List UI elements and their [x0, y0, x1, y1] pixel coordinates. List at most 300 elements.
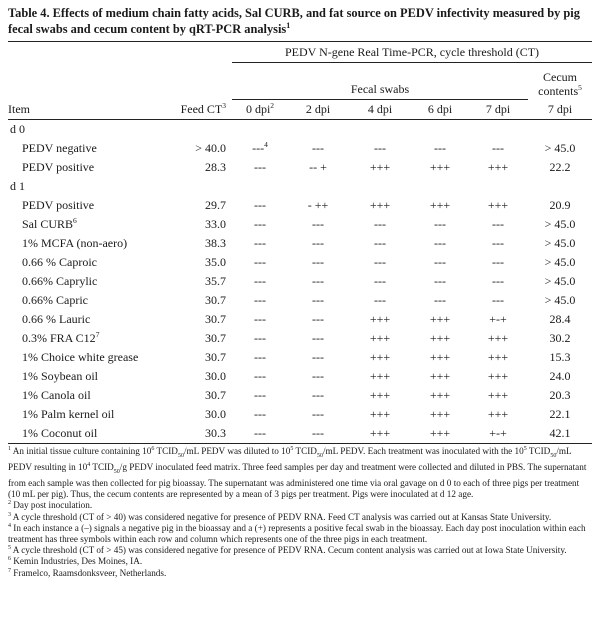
cell-d4-value: ---	[374, 236, 386, 250]
table-body	[8, 120, 592, 444]
cell-d4-value: ---	[374, 141, 386, 155]
cell-d7-value: ---	[492, 293, 504, 307]
cell-d4	[348, 386, 412, 405]
cell-d0	[232, 386, 288, 405]
cell-d4	[348, 158, 412, 177]
cell-d0-value: ---	[254, 217, 266, 231]
row-item-footnote-mark: 6	[73, 216, 77, 225]
header-cecum-sup: 5	[578, 82, 582, 92]
cell-d2	[288, 234, 348, 253]
cell-feed-value: > 40.0	[195, 141, 226, 155]
cell-feed-value: 28.3	[205, 160, 226, 174]
cell-cecum-value: 20.9	[549, 198, 571, 212]
cell-feed-value: 30.7	[205, 350, 226, 364]
footnote-subscript: 50	[113, 468, 120, 475]
cell-d2	[288, 310, 348, 329]
cell-d7-value: +++	[487, 160, 509, 174]
cell-d6-value: +++	[429, 388, 451, 402]
cell-d6-value: +++	[429, 312, 451, 326]
cell-d7-value: +++	[487, 407, 509, 421]
footnote-text: TCID	[526, 446, 551, 456]
row-item-label: 1% Canola oil	[22, 388, 91, 402]
cell-d2	[288, 196, 348, 215]
table-caption	[8, 6, 592, 37]
cell-feed	[154, 310, 232, 329]
cell-cecum	[528, 329, 592, 348]
cell-d7-value: +++	[487, 369, 509, 383]
row-item-label: 1% Palm kernel oil	[22, 407, 115, 421]
footnote-text: An initial tissue culture containing 10	[12, 446, 152, 456]
cell-d4	[348, 139, 412, 158]
cell-feed	[154, 386, 232, 405]
cell-d7	[468, 158, 528, 177]
cell-feed-value: 30.7	[205, 312, 226, 326]
cell-d4-value: +++	[369, 388, 391, 402]
row-item	[8, 405, 154, 424]
cell-d6-value: +++	[429, 369, 451, 383]
cell-d7	[468, 348, 528, 367]
table-row	[8, 310, 592, 329]
cell-d7	[468, 234, 528, 253]
cell-d7	[468, 215, 528, 234]
cell-d7-value: ---	[492, 274, 504, 288]
row-item	[8, 253, 154, 272]
cell-d4	[348, 272, 412, 291]
cell-cecum-value: 22.1	[549, 407, 571, 421]
row-item	[8, 367, 154, 386]
cell-d0-value: ---	[254, 407, 266, 421]
table-row	[8, 424, 592, 444]
table-row	[8, 158, 592, 177]
cell-d4	[348, 348, 412, 367]
footnote-text: Day post inoculation.	[13, 500, 93, 511]
cell-d7-value: +++	[487, 350, 509, 364]
caption-footnote-mark: 1	[286, 20, 291, 30]
cell-d4-value: +++	[369, 369, 391, 383]
cell-feed	[154, 215, 232, 234]
row-item-label: 0.66% Caprylic	[22, 274, 98, 288]
cell-d2	[288, 348, 348, 367]
cell-d4	[348, 215, 412, 234]
cell-d6	[412, 253, 468, 272]
row-item-label: 1% MCFA (non-aero)	[22, 236, 128, 250]
cell-d4	[348, 367, 412, 386]
cell-d4	[348, 234, 412, 253]
cell-feed	[154, 234, 232, 253]
cell-d0-value: ---	[254, 426, 266, 440]
cell-cecum-value: 28.4	[549, 312, 571, 326]
footnote-mark: 1	[8, 445, 11, 452]
footnote-mark: 7	[8, 567, 11, 574]
cell-d6-value: +++	[429, 426, 451, 440]
group-row	[8, 120, 592, 140]
cell-d2	[288, 367, 348, 386]
cell-d6	[412, 424, 468, 444]
cell-d0	[232, 272, 288, 291]
footnote-mark: 2	[8, 500, 11, 507]
header-item: Item	[8, 100, 154, 120]
footnote-text: TCID	[293, 446, 317, 456]
cell-d2	[288, 291, 348, 310]
cell-feed-value: 30.0	[205, 369, 226, 383]
cell-d2-value: ---	[312, 274, 324, 288]
cell-d0-value: ---	[254, 255, 266, 269]
cell-d7	[468, 253, 528, 272]
cell-cecum-value: 30.2	[549, 331, 571, 345]
cell-d6	[412, 367, 468, 386]
cell-d2-value: ---	[312, 350, 324, 364]
cell-d6	[412, 196, 468, 215]
row-item-label: PEDV positive	[22, 160, 95, 174]
table-row	[8, 348, 592, 367]
cell-d0	[232, 215, 288, 234]
cell-d0	[232, 196, 288, 215]
cell-d4-value: ---	[374, 274, 386, 288]
cell-cecum	[528, 253, 592, 272]
cell-d4-value: +++	[369, 312, 391, 326]
table-row	[8, 234, 592, 253]
footnote-mark: 3	[8, 511, 11, 518]
table-row	[8, 139, 592, 158]
cell-d0-value: ---	[254, 274, 266, 288]
cell-d6	[412, 234, 468, 253]
cell-feed-value: 33.0	[205, 217, 226, 231]
cell-cecum	[528, 367, 592, 386]
cell-d4-value: +++	[369, 198, 391, 212]
cell-d2-value: ---	[312, 407, 324, 421]
cell-feed-value: 30.7	[205, 331, 226, 345]
table-row	[8, 405, 592, 424]
cell-d4	[348, 405, 412, 424]
footnote-superscript: 5	[290, 445, 294, 452]
cell-feed	[154, 196, 232, 215]
cell-d0-value: ---	[254, 388, 266, 402]
cell-d6-value: ---	[434, 141, 446, 155]
cell-d2	[288, 405, 348, 424]
header-cecum-7dpi: 7 dpi	[528, 100, 592, 120]
footnote	[8, 512, 592, 523]
footnote-text: Kemin Industries, Des Moines, IA.	[13, 556, 143, 567]
cell-cecum-value: 22.2	[549, 160, 571, 174]
group-label: d 1	[10, 179, 25, 193]
cell-d2	[288, 158, 348, 177]
cell-d6-value: ---	[434, 255, 446, 269]
cell-cecum	[528, 291, 592, 310]
cell-d0	[232, 348, 288, 367]
row-item-label: PEDV negative	[22, 141, 97, 155]
cell-feed	[154, 348, 232, 367]
table-row	[8, 367, 592, 386]
cell-feed-value: 38.3	[205, 236, 226, 250]
header-4dpi: 4 dpi	[348, 100, 412, 120]
footnote-subscript: 50	[177, 452, 184, 459]
cell-d7	[468, 291, 528, 310]
footnotes	[8, 446, 592, 579]
row-item-label: PEDV positive	[22, 198, 95, 212]
footnote	[8, 446, 592, 500]
cell-feed-value: 30.3	[205, 426, 226, 440]
row-item-label: 1% Coconut oil	[22, 426, 98, 440]
header-0dpi-label: 0 dpi	[245, 102, 271, 116]
cell-cecum	[528, 158, 592, 177]
cell-d2	[288, 424, 348, 444]
footnote-subscript: 50	[550, 452, 557, 459]
cell-d6	[412, 158, 468, 177]
cell-d0	[232, 291, 288, 310]
header-cecum	[528, 63, 592, 100]
cell-feed	[154, 291, 232, 310]
row-item	[8, 215, 154, 234]
row-item	[8, 272, 154, 291]
cell-d7	[468, 405, 528, 424]
cell-d7-value: +++	[487, 331, 509, 345]
cell-feed	[154, 139, 232, 158]
cell-feed	[154, 272, 232, 291]
row-item-label: 0.66 % Lauric	[22, 312, 91, 326]
cell-feed-value: 30.0	[205, 407, 226, 421]
row-item-label: 1% Choice white grease	[22, 350, 139, 364]
cell-d2-value: ---	[312, 255, 324, 269]
cell-d4	[348, 291, 412, 310]
header-feed-ct-label: Feed CT	[180, 101, 223, 116]
table-row	[8, 215, 592, 234]
row-item	[8, 158, 154, 177]
row-item-footnote-mark: 7	[95, 330, 100, 339]
cell-d4	[348, 196, 412, 215]
cell-d7	[468, 367, 528, 386]
cell-d0-value: ---	[252, 141, 265, 155]
cell-d0-value: ---	[254, 369, 266, 383]
cell-cecum-value: > 45.0	[544, 141, 576, 155]
header-0dpi	[232, 100, 288, 120]
cell-d0-value: ---	[254, 160, 266, 174]
footnote-mark: 4	[8, 522, 11, 529]
row-item-label: 0.66% Capric	[22, 293, 88, 307]
group-label: d 0	[10, 122, 25, 136]
cell-d6	[412, 405, 468, 424]
table-row	[8, 329, 592, 348]
cell-d7-value: ---	[492, 217, 504, 231]
row-item	[8, 424, 154, 444]
cell-feed	[154, 329, 232, 348]
row-item	[8, 386, 154, 405]
cell-cecum	[528, 424, 592, 444]
cell-d7	[468, 272, 528, 291]
cell-d2-value: - ++	[307, 198, 329, 212]
cell-d4	[348, 310, 412, 329]
header-cecum-line2: contents	[538, 83, 579, 98]
cell-cecum	[528, 215, 592, 234]
cell-d7	[468, 139, 528, 158]
row-item	[8, 234, 154, 253]
cell-d6	[412, 139, 468, 158]
cell-d6-value: ---	[434, 293, 446, 307]
cell-d7	[468, 196, 528, 215]
cell-d6-value: +++	[429, 198, 451, 212]
group-row	[8, 177, 592, 196]
cell-cecum	[528, 139, 592, 158]
cell-d0	[232, 253, 288, 272]
footnote-text: /mL PEDV was diluted to 10	[183, 446, 291, 456]
cell-d6	[412, 215, 468, 234]
row-item	[8, 196, 154, 215]
cell-d4-value: +++	[369, 350, 391, 364]
cell-cecum	[528, 386, 592, 405]
cell-feed	[154, 424, 232, 444]
row-item-label: 0.66 % Caproic	[22, 255, 97, 269]
cell-d6-value: +++	[429, 407, 451, 421]
cell-feed	[154, 405, 232, 424]
cell-d4	[348, 253, 412, 272]
footnote-text: A cycle threshold (CT of > 40) was considered negative for presence of PEDV RNA. Feed CT analysis was carried out at Kansas State University.	[12, 511, 552, 522]
cell-cecum-value: > 45.0	[544, 274, 576, 288]
cell-d7	[468, 329, 528, 348]
cell-d2	[288, 272, 348, 291]
header-cecum-line1: Cecum	[543, 69, 578, 84]
cell-d7	[468, 424, 528, 444]
cell-cecum	[528, 272, 592, 291]
cell-cecum-value: > 45.0	[544, 236, 576, 250]
header-2dpi: 2 dpi	[288, 100, 348, 120]
cell-cecum	[528, 196, 592, 215]
cell-d2	[288, 329, 348, 348]
table-row	[8, 272, 592, 291]
row-item-label: 0.3% FRA C12	[22, 331, 96, 345]
row-item	[8, 291, 154, 310]
footnote-text: In each instance a (–) signals a negative pig in the bioassay and a (+) represents a positive fecal swab in the bioassay. Each day post inoculation within each treatment has three symbols within each row and column which represents one of the three pigs in each treatment.	[8, 522, 586, 545]
header-0dpi-sup: 2	[270, 101, 275, 110]
row-item	[8, 348, 154, 367]
cell-d7-value: +-+	[489, 312, 507, 326]
cell-d2-value: ---	[312, 141, 324, 155]
footnote-text: /mL PEDV resulting in 10	[8, 446, 572, 473]
cell-d6	[412, 291, 468, 310]
cell-cecum-value: > 45.0	[544, 217, 576, 231]
footnote-superscript: 4	[87, 461, 91, 468]
footnote	[8, 545, 592, 556]
cell-d6-value: ---	[434, 217, 446, 231]
footnote-mark: 6	[8, 556, 11, 563]
cell-feed	[154, 158, 232, 177]
cell-feed	[154, 253, 232, 272]
row-item	[8, 310, 154, 329]
footnote-text: /g PEDV inoculated feed matrix. Three feed samples per day and treatment were collected and diluted in PBS. The supernatant from each sample was then collected for pig bioassay. The supernatant was administered one time via oral gavage on d 0 to each of three pigs per treatment (10 mL per pig). Thus, the cecum contents are represented by a mean of 3 pigs per treatment. Pigs were inoculated at d 12 age.	[8, 462, 587, 500]
row-item-label: 1% Soybean oil	[22, 369, 98, 383]
cell-d6-value: +++	[429, 350, 451, 364]
cell-cecum-value: 15.3	[549, 350, 571, 364]
cell-d2-value: ---	[312, 217, 324, 231]
cell-d2	[288, 253, 348, 272]
cell-d7-value: ---	[492, 236, 504, 250]
data-table	[8, 41, 592, 444]
cell-cecum-value: 24.0	[549, 369, 571, 383]
cell-cecum	[528, 348, 592, 367]
cell-d4	[348, 424, 412, 444]
cell-d7	[468, 386, 528, 405]
cell-d6	[412, 348, 468, 367]
header-fecal-swabs: Fecal swabs	[232, 63, 528, 100]
cell-cecum-value: > 45.0	[544, 293, 576, 307]
header-6dpi: 6 dpi	[412, 100, 468, 120]
cell-d0-value: ---	[254, 350, 266, 364]
cell-d0-value: ---	[254, 312, 266, 326]
cell-d0	[232, 158, 288, 177]
cell-d2-value: ---	[312, 331, 324, 345]
cell-d2-value: ---	[312, 312, 324, 326]
cell-d6	[412, 386, 468, 405]
cell-d7-value: +-+	[489, 426, 507, 440]
cell-d2	[288, 139, 348, 158]
table-row	[8, 253, 592, 272]
cell-d7-value: ---	[492, 141, 504, 155]
cell-d0	[232, 310, 288, 329]
cell-cecum	[528, 310, 592, 329]
footnote	[8, 556, 592, 567]
footnote-text: A cycle threshold (CT of > 45) was considered negative for presence of PEDV RNA. Cecum content analysis was carried out at Iowa State University.	[12, 545, 567, 556]
footnote-subscript: 50	[316, 452, 323, 459]
table-row	[8, 291, 592, 310]
cell-d4-value: +++	[369, 331, 391, 345]
footnote	[8, 568, 592, 579]
footnote-superscript: 5	[523, 445, 527, 452]
cell-d0-value: ---	[254, 331, 266, 345]
header-feed-ct	[154, 100, 232, 120]
cell-feed-value: 29.7	[205, 198, 226, 212]
cell-cecum-value: 20.3	[549, 388, 571, 402]
cell-d2-value: -- +	[309, 160, 327, 174]
cell-d4-value: +++	[369, 160, 391, 174]
cell-d0	[232, 139, 288, 158]
cell-d6	[412, 272, 468, 291]
footnote-text: Framelco, Raamsdonksveer, Netherlands.	[13, 567, 167, 578]
footnote-superscript: 6	[151, 445, 155, 452]
cell-cecum-value: > 45.0	[544, 255, 576, 269]
footnote	[8, 500, 592, 511]
table-row	[8, 196, 592, 215]
row-item-label: Sal CURB	[22, 217, 74, 231]
cell-d7	[468, 310, 528, 329]
cell-d2	[288, 215, 348, 234]
cell-feed	[154, 367, 232, 386]
header-span-title: PEDV N-gene Real Time-PCR, cycle threshold (CT)	[232, 42, 592, 63]
cell-feed-value: 35.7	[205, 274, 226, 288]
cell-d2-value: ---	[312, 236, 324, 250]
row-item	[8, 139, 154, 158]
cell-d0	[232, 367, 288, 386]
cell-d2-value: ---	[312, 426, 324, 440]
footnote	[8, 523, 592, 545]
cell-feed-value: 35.0	[205, 255, 226, 269]
cell-d7-value: +++	[487, 388, 509, 402]
header-feed-ct-sup: 3	[222, 100, 226, 110]
cell-feed-value: 30.7	[205, 293, 226, 307]
cell-d0	[232, 234, 288, 253]
cell-d2-value: ---	[312, 293, 324, 307]
caption-text: Table 4. Effects of medium chain fatty acids, Sal CURB, and fat source on PEDV infectivity measured by pig fecal swabs and cecum content by qRT-PCR analysis	[8, 6, 580, 36]
footnote-mark: 5	[8, 545, 11, 552]
cell-d2-value: ---	[312, 369, 324, 383]
cell-d4-value: ---	[374, 255, 386, 269]
cell-d0-value: ---	[254, 293, 266, 307]
cell-d4-value: +++	[369, 407, 391, 421]
cell-cecum	[528, 234, 592, 253]
table-row	[8, 386, 592, 405]
row-item	[8, 329, 154, 348]
cell-d0	[232, 329, 288, 348]
cell-d4-value: ---	[374, 293, 386, 307]
cell-d6	[412, 329, 468, 348]
cell-d6-value: +++	[429, 160, 451, 174]
